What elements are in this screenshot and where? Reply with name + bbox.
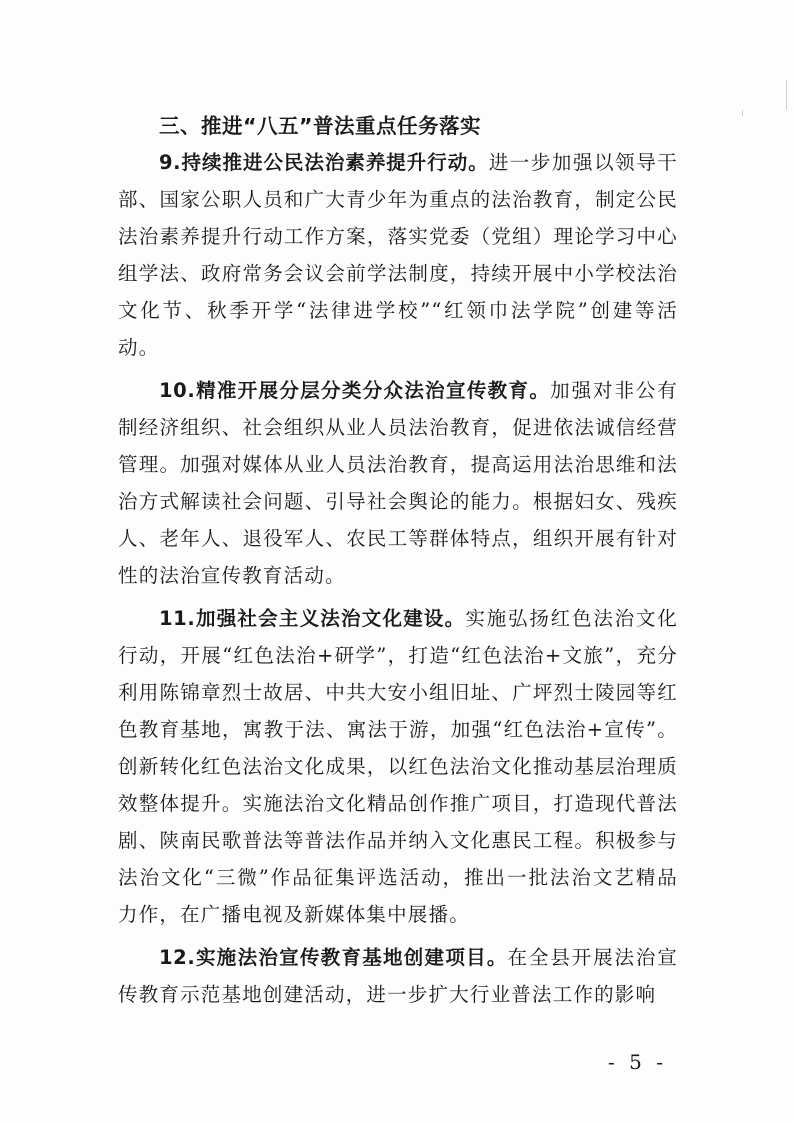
scan-artifact — [786, 80, 787, 110]
paragraph-body: 实施弘扬红色法治文化行动，开展“红色法治+研学”，打造“红色法治+文旅”，充分利用陈锦章烈士故居、中共大安小组旧址、广坪烈士陵园等红色教育基地，寓教于法、寓法于游，加强“红色法治+宣传”。创新转化红色法治文化成果，以红色法治文化推动基层治理质效整体提升。实施法治文化精品创作推广项目，打造现代普法剧、陕南民歌普法等普法作品并纳入文化惠民工程。积极参与法治文化“三微”作品征集评选活动，推出一批法治文艺精品力作，在广播电视及新媒体集中展播。 — [118, 607, 678, 926]
page-number: - 5 - — [608, 1050, 667, 1074]
paragraph-lead: 10.精准开展分层分类分众法治宣传教育。 — [159, 379, 551, 402]
paragraph-10 — [118, 372, 678, 594]
document-body — [118, 108, 678, 1019]
paragraph-body: 加强对非公有制经济组织、社会组织从业人员法治教育，促进依法诚信经营管理。加强对媒体从业人员法治教育，提高运用法治思维和法治方式解读社会问题、引导社会舆论的能力。根据妇女、残疾人、老年人、退役军人、农民工等群体特点，组织开展有针对性的法治宣传教育活动。 — [118, 379, 678, 587]
paragraph-body: 进一步加强以领导干部、国家公职人员和广大青少年为重点的法治教育，制定公民法治素养提升行动工作方案，落实党委（党组）理论学习中心组学法、政府常务会议会前学法制度，持续开展中小学校法治文化节、秋季开学“法律进学校”“红领巾法学院”创建等活动。 — [118, 151, 678, 359]
paragraph-lead: 12.实施法治宣传教育基地创建项目。 — [159, 946, 508, 969]
scan-artifact — [742, 110, 743, 116]
paragraph-body: 在全县开展法治宣传教育示范基地创建活动，进一步扩大行业普法工作的影响 — [118, 946, 678, 1006]
paragraph-11 — [118, 600, 678, 933]
paragraph-lead: 11.加强社会主义法治文化建设。 — [159, 607, 466, 630]
paragraph-9 — [118, 144, 678, 366]
paragraph-lead: 9.持续推进公民法治素养提升行动。 — [159, 151, 489, 174]
section-heading: 三、推进“八五”普法重点任务落实 — [159, 114, 481, 138]
paragraph-12 — [118, 939, 678, 1013]
